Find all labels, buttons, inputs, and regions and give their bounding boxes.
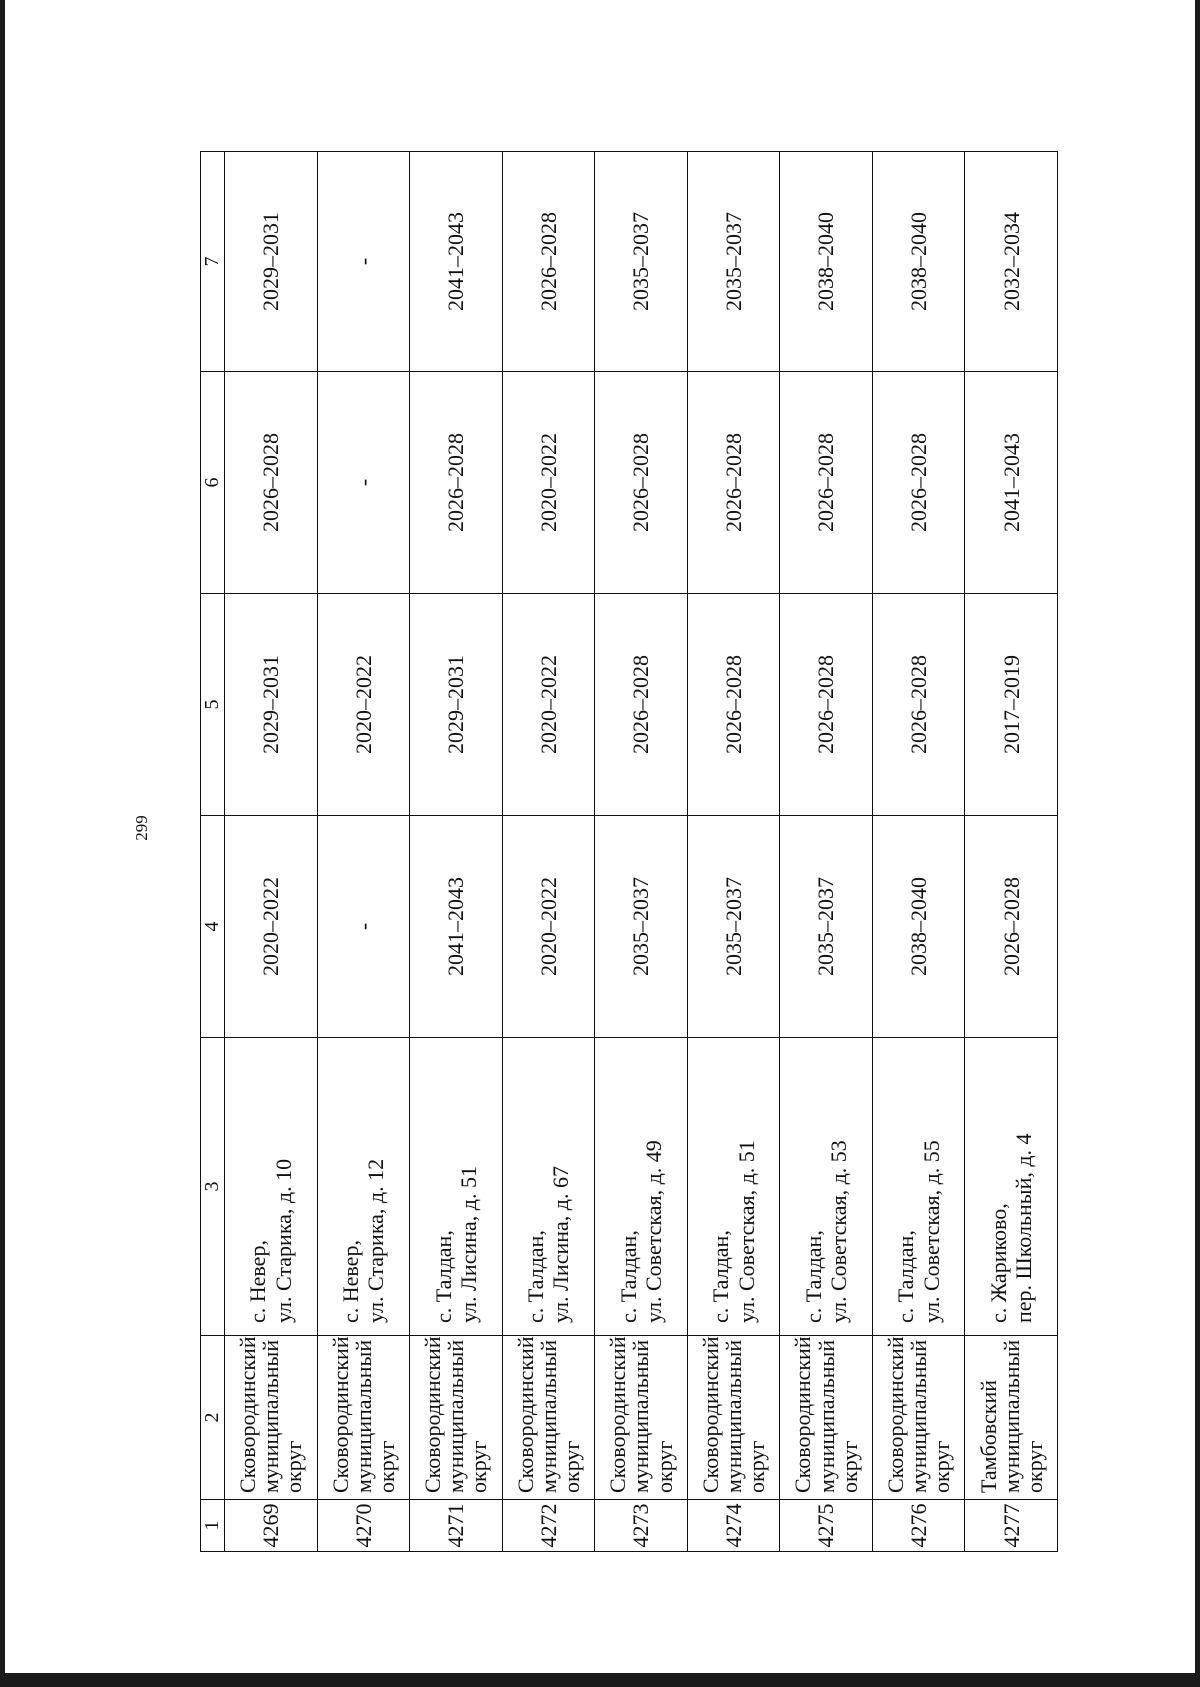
column-header: 2 — [201, 1336, 225, 1500]
period-cell: 2041–2043 — [410, 816, 503, 1038]
address-cell — [502, 1038, 595, 1336]
column-header: 5 — [201, 594, 225, 816]
table-row — [872, 152, 965, 1552]
period-cell: 2026–2028 — [595, 594, 688, 816]
period-cell: 2035–2037 — [687, 816, 780, 1038]
address-line: с. Талдан, — [708, 1230, 734, 1323]
period-cell: 2026–2028 — [225, 372, 318, 594]
district-cell: Тамбовский муниципальный округ — [965, 1336, 1058, 1500]
period-cell: 2026–2028 — [965, 816, 1058, 1038]
table-row — [502, 152, 595, 1552]
table-row — [780, 152, 873, 1552]
district-cell: Сковородинский муниципальный округ — [410, 1336, 503, 1500]
period-cell: 2035–2037 — [595, 152, 688, 372]
row-id: 4269 — [225, 1500, 318, 1552]
address-line: ул. Старика, д. 12 — [363, 1158, 389, 1323]
period-cell: 2020–2022 — [502, 816, 595, 1038]
page-number: 299 — [132, 815, 151, 841]
district-cell: Сковородинский муниципальный округ — [317, 1336, 410, 1500]
period-cell: 2026–2028 — [595, 372, 688, 594]
address-line: ул. Советская, д. 49 — [640, 1140, 666, 1323]
address-cell — [317, 1038, 410, 1336]
row-id: 4277 — [965, 1500, 1058, 1552]
address-line: с. Талдан, — [893, 1230, 919, 1323]
period-cell: 2020–2022 — [502, 594, 595, 816]
period-cell: 2026–2028 — [687, 372, 780, 594]
address-line: ул. Советская, д. 55 — [918, 1140, 944, 1323]
district-cell: Сковородинский муниципальный округ — [872, 1336, 965, 1500]
table-container — [200, 152, 1058, 1552]
period-cell: 2041–2043 — [965, 372, 1058, 594]
table-row — [687, 152, 780, 1552]
column-header: 1 — [201, 1500, 225, 1552]
row-id: 4270 — [317, 1500, 410, 1552]
period-cell: 2026–2028 — [780, 372, 873, 594]
address-line: с. Невер, — [245, 1240, 271, 1323]
district-cell: Сковородинский муниципальный округ — [687, 1336, 780, 1500]
period-cell: 2020–2022 — [225, 816, 318, 1038]
period-cell: - — [317, 372, 410, 594]
scan-edge-bottom — [0, 1673, 1200, 1687]
period-cell: 2038–2040 — [872, 816, 965, 1038]
address-line: с. Талдан, — [800, 1230, 826, 1323]
period-cell: - — [317, 152, 410, 372]
district-cell: Сковородинский муниципальный округ — [502, 1336, 595, 1500]
column-header: 7 — [201, 152, 225, 372]
period-cell: 2026–2028 — [410, 372, 503, 594]
period-cell: 2026–2028 — [872, 372, 965, 594]
column-header: 6 — [201, 372, 225, 594]
address-line: с. Жариково, — [985, 1203, 1011, 1323]
period-cell: 2029–2031 — [225, 594, 318, 816]
district-cell: Сковородинский муниципальный округ — [595, 1336, 688, 1500]
period-cell: 2020–2022 — [317, 594, 410, 816]
address-cell — [780, 1038, 873, 1336]
period-cell: 2026–2028 — [780, 594, 873, 816]
period-cell: 2032–2034 — [965, 152, 1058, 372]
district-cell: Сковородинский муниципальный округ — [225, 1336, 318, 1500]
address-line: ул. Старика, д. 10 — [270, 1158, 296, 1323]
period-cell: 2029–2031 — [225, 152, 318, 372]
period-cell: 2038–2040 — [872, 152, 965, 372]
row-id: 4276 — [872, 1500, 965, 1552]
address-cell — [965, 1038, 1058, 1336]
address-line: ул. Советская, д. 53 — [826, 1140, 852, 1323]
table-row — [410, 152, 503, 1552]
address-line: пер. Школьный, д. 4 — [1011, 1133, 1037, 1323]
period-cell: 2026–2028 — [872, 594, 965, 816]
address-cell — [410, 1038, 503, 1336]
address-line: с. Талдан, — [430, 1230, 456, 1323]
address-cell — [687, 1038, 780, 1336]
address-cell — [225, 1038, 318, 1336]
period-cell: 2038–2040 — [780, 152, 873, 372]
scan-edge-right — [1195, 0, 1200, 1687]
column-header: 4 — [201, 816, 225, 1038]
table-row — [965, 152, 1058, 1552]
row-id: 4273 — [595, 1500, 688, 1552]
address-line: с. Невер, — [338, 1240, 364, 1323]
period-cell: 2041–2043 — [410, 152, 503, 372]
row-id: 4271 — [410, 1500, 503, 1552]
address-cell — [872, 1038, 965, 1336]
table-row — [595, 152, 688, 1552]
address-line: ул. Лисина, д. 67 — [548, 1166, 574, 1323]
period-cell: 2035–2037 — [687, 152, 780, 372]
period-cell: 2026–2028 — [502, 152, 595, 372]
table-row — [225, 152, 318, 1552]
column-header: 3 — [201, 1038, 225, 1336]
period-cell: 2017–2019 — [965, 594, 1058, 816]
district-cell: Сковородинский муниципальный округ — [780, 1336, 873, 1500]
table-row — [317, 152, 410, 1552]
period-cell: 2029–2031 — [410, 594, 503, 816]
period-cell: - — [317, 816, 410, 1038]
address-cell — [595, 1038, 688, 1336]
scan-edge-left — [0, 0, 5, 1687]
address-line: с. Талдан, — [523, 1230, 549, 1323]
address-line: ул. Советская, д. 51 — [733, 1140, 759, 1323]
period-cell: 2035–2037 — [780, 816, 873, 1038]
housing-repair-table — [200, 151, 1058, 1552]
row-id: 4275 — [780, 1500, 873, 1552]
period-cell: 2035–2037 — [595, 816, 688, 1038]
address-line: с. Талдан, — [615, 1230, 641, 1323]
header-row — [201, 152, 225, 1552]
row-id: 4274 — [687, 1500, 780, 1552]
period-cell: 2026–2028 — [687, 594, 780, 816]
row-id: 4272 — [502, 1500, 595, 1552]
address-line: ул. Лисина, д. 51 — [455, 1166, 481, 1323]
period-cell: 2020–2022 — [502, 372, 595, 594]
